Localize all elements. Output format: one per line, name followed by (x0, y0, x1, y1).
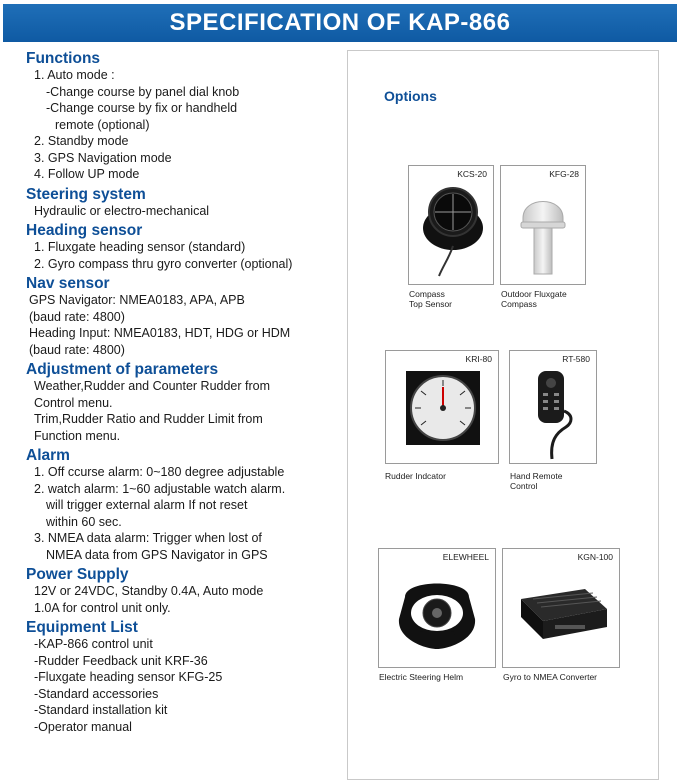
spec-line: -KAP-866 control unit (34, 637, 153, 651)
spec-line: -Standard installation kit (34, 703, 168, 717)
spec-line: 3. GPS Navigation mode (34, 150, 172, 165)
spec-line: Control menu. (34, 395, 113, 410)
product-code: RT-580 (562, 354, 590, 364)
spec-line: 2. Standby mode (34, 134, 129, 148)
spec-line: -Change course by fix or handheld (46, 101, 238, 115)
section-title-adjustment: Adjustment of parameters (26, 361, 219, 378)
spec-line: will trigger external alarm If not reset (46, 498, 248, 512)
spec-line: 4. Follow UP mode (34, 167, 140, 181)
section-title-steering: Steering system (26, 185, 146, 203)
spec-line: Hydraulic or electro-mechanical (34, 203, 210, 218)
product-code: KRI-80 (465, 354, 492, 364)
spec-line: -Standard accessories (34, 686, 159, 701)
section-title-equipment: Equipment List (26, 619, 138, 636)
spec-line: (baud rate: 4800) (29, 309, 125, 324)
section-title-functions: Functions (26, 50, 101, 67)
product-code: KGN-100 (577, 552, 613, 562)
spec-line: 1.0A for control unit only. (34, 600, 171, 615)
spec-line: -Rudder Feedback unit KRF-36 (34, 653, 208, 668)
rudder-indicator-icon (386, 351, 498, 463)
product-caption: Outdoor Fluxgate Compass (501, 289, 567, 309)
product-caption: Gyro to NMEA Converter (503, 672, 598, 682)
spec-line: 2. watch alarm: 1~60 adjustable watch alarm. (34, 481, 286, 496)
spec-line: Weather,Rudder and Counter Rudder from (34, 379, 271, 393)
spec-line: Heading Input: NMEA0183, HDT, HDG or HDM (29, 326, 291, 340)
spec-line: (baud rate: 4800) (29, 342, 125, 357)
product-code: KFG-28 (549, 169, 579, 179)
spec-line: 1. Auto mode : (34, 68, 115, 82)
product-code: KCS-20 (457, 169, 487, 179)
section-title-alarm: Alarm (26, 447, 70, 464)
compass-sensor-icon (409, 166, 493, 284)
section-title-nav: Nav sensor (26, 275, 110, 292)
spec-line: remote (optional) (55, 117, 150, 132)
spec-line: 2. Gyro compass thru gyro converter (optional) (34, 256, 293, 271)
steering-helm-icon (379, 549, 495, 667)
spec-line: Trim,Rudder Ratio and Rudder Limit from (34, 412, 263, 426)
product-caption: Rudder Indcator (385, 471, 446, 481)
product-image-rt-580 (509, 350, 597, 464)
spec-line: -Change course by panel dial knob (46, 84, 240, 99)
product-image-elewheel (378, 548, 496, 668)
converter-box-icon (503, 549, 619, 667)
spec-line: 1. Off ccurse alarm: 0~180 degree adjustable (34, 465, 285, 479)
product-code: ELEWHEEL (442, 552, 489, 562)
page-title: SPECIFICATION OF KAP-866 (3, 4, 677, 42)
product-image-kgn-100 (502, 548, 620, 668)
spec-line: -Operator manual (34, 719, 132, 734)
product-caption: Compass Top Sensor (409, 289, 452, 309)
spec-line: GPS Navigator: NMEA0183, APA, APB (29, 293, 245, 307)
spec-line: 3. NMEA data alarm: Trigger when lost of (34, 531, 262, 545)
options-title: Options (384, 88, 437, 104)
product-caption: Hand Remote Control (510, 471, 563, 491)
hand-remote-icon (510, 351, 596, 463)
fluxgate-compass-icon (501, 166, 585, 284)
spec-line: 12V or 24VDC, Standby 0.4A, Auto mode (34, 584, 264, 598)
product-caption: Electric Steering Helm (379, 672, 464, 682)
spec-column (26, 50, 346, 735)
spec-line: within 60 sec. (46, 514, 122, 529)
spec-line: -Fluxgate heading sensor KFG-25 (34, 670, 223, 684)
spec-line: 1. Fluxgate heading sensor (standard) (34, 240, 246, 254)
section-title-power: Power Supply (26, 566, 129, 583)
product-image-kcs-20 (408, 165, 494, 285)
product-image-kfg-28 (500, 165, 586, 285)
product-image-kri-80 (385, 350, 499, 464)
spec-line: NMEA data from GPS Navigator in GPS (46, 547, 268, 562)
section-title-heading: Heading sensor (26, 222, 143, 239)
spec-line: Function menu. (34, 428, 121, 443)
